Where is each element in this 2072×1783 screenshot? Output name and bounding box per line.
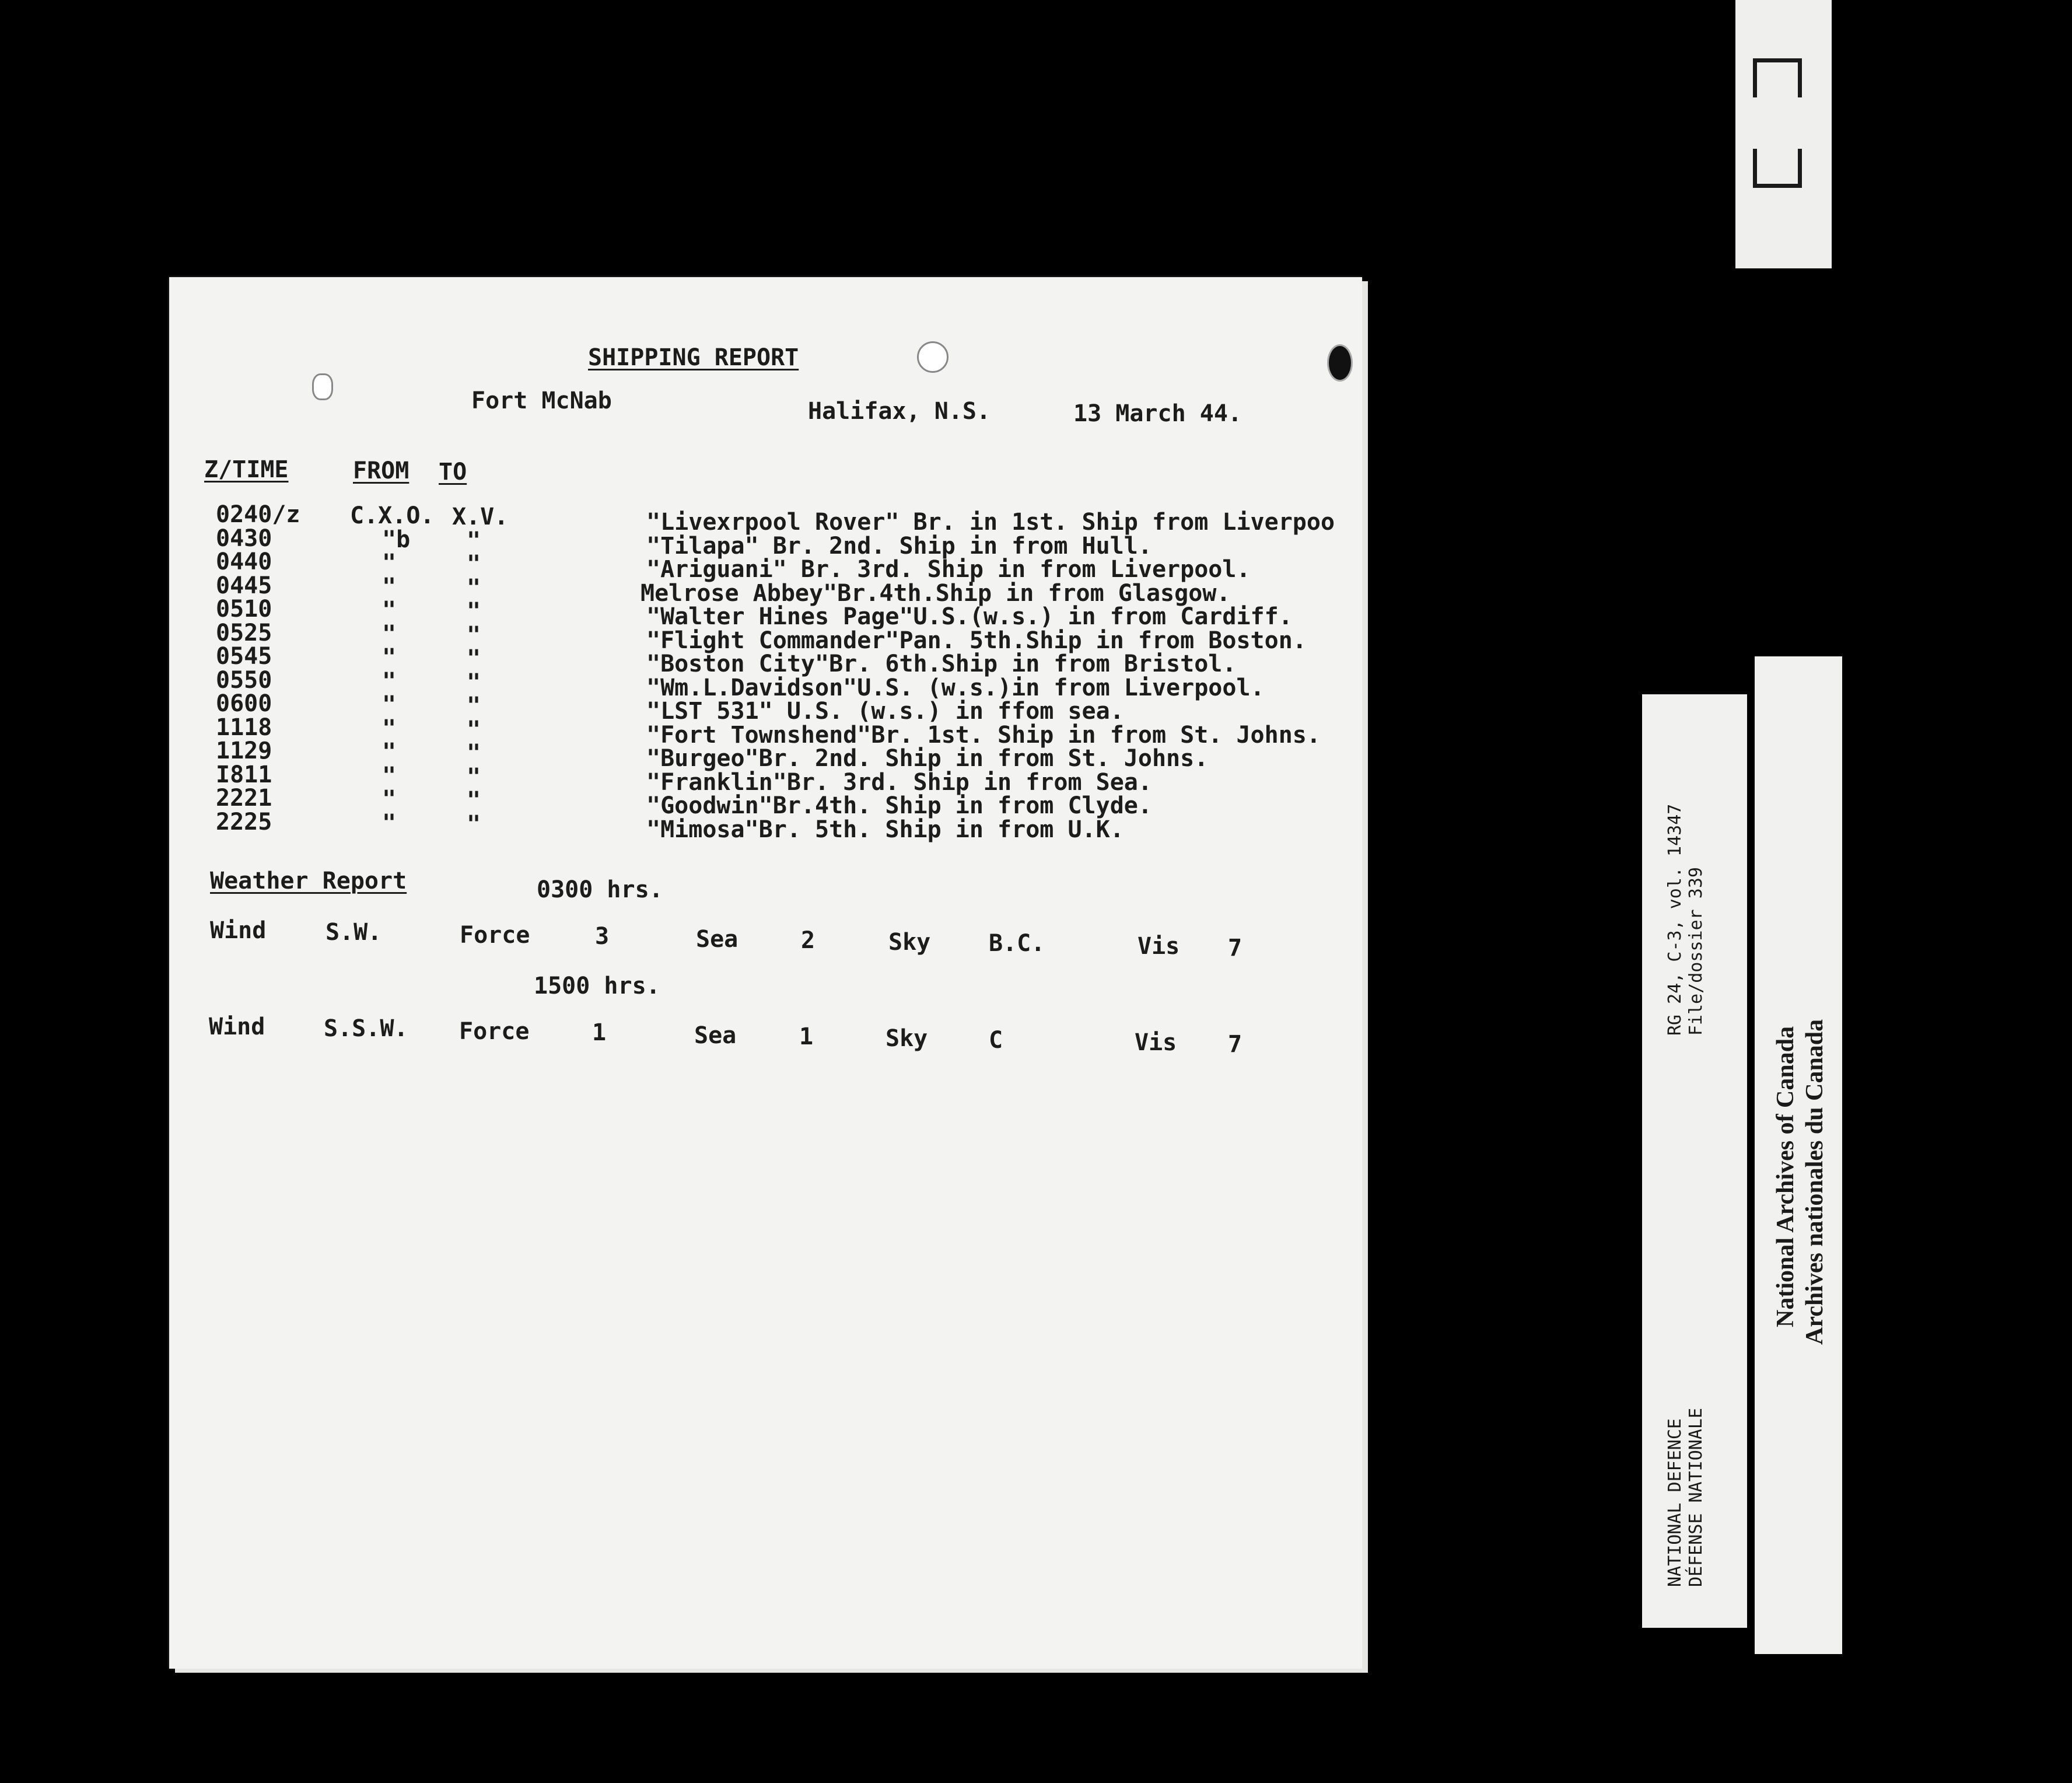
row-time: 1118 <box>216 714 272 741</box>
row-time: 0240/z <box>216 501 300 528</box>
row-time: 0510 <box>216 596 272 623</box>
weather-force-label: Force <box>460 922 530 949</box>
report-location: Fort McNab <box>471 387 612 414</box>
weather-wind: S.W. <box>326 919 382 946</box>
row-to: " <box>467 787 481 814</box>
row-from: "b <box>382 526 411 553</box>
header-from: FROM <box>353 457 410 484</box>
row-entry: "Flight Commander"Pan. 5th.Ship in from Boston. <box>646 627 1307 654</box>
row-entry: "Walter Hines Page"U.S.(w.s.) in from Cardiff. <box>646 603 1293 631</box>
row-time: 0550 <box>216 666 272 694</box>
row-to: " <box>467 763 481 791</box>
row-entry: "Burgeo"Br. 2nd. Ship in from St. Johns. <box>646 745 1209 772</box>
row-to: " <box>467 645 481 672</box>
row-to: " <box>467 621 481 649</box>
weather-vis-label: Vis <box>1135 1029 1177 1056</box>
row-to: " <box>467 740 481 767</box>
archive-reference-line2: File/dossier 339 <box>1686 867 1706 1036</box>
punch-hole <box>1327 344 1353 382</box>
row-to: X.V. <box>452 504 509 530</box>
weather-vis: 7 <box>1228 935 1242 962</box>
row-time: 2221 <box>216 785 272 812</box>
weather-sky: B.C. <box>989 930 1045 957</box>
row-from: " <box>382 550 397 576</box>
archive-dept-line2: DÉFENSE NATIONALE <box>1686 1407 1706 1587</box>
row-to: " <box>467 598 481 625</box>
weather-hours: 1500 hrs. <box>534 973 660 999</box>
row-entry: "Mimosa"Br. 5th. Ship in from U.K. <box>646 816 1124 843</box>
row-from: " <box>382 786 397 813</box>
row-from: " <box>382 739 397 765</box>
row-entry: "LST 531" U.S. (w.s.) in ffom sea. <box>646 698 1124 725</box>
row-from: " <box>382 644 397 671</box>
row-entry: "Wm.L.Davidson"U.S. (w.s.)in from Liverpool. <box>646 674 1265 701</box>
weather-sky: C <box>989 1027 1003 1054</box>
row-entry: "Fort Townshend"Br. 1st. Ship in from St. Johns. <box>646 721 1321 749</box>
film-frame-marker <box>1735 0 1832 268</box>
row-from: " <box>382 809 397 837</box>
archive-reference-line1: RG 24, C-3, vol. 14347 <box>1665 803 1685 1036</box>
row-time: 0545 <box>216 643 272 670</box>
row-time: 0600 <box>216 690 272 717</box>
row-entry: "Boston City"Br. 6th.Ship in from Bristol. <box>646 651 1237 678</box>
punch-hole <box>917 341 949 373</box>
header-to: TO <box>439 459 467 485</box>
header-time: Z/TIME <box>204 456 289 483</box>
shipping-report-page <box>169 277 1362 1669</box>
row-from: " <box>382 667 397 695</box>
row-from: " <box>382 573 397 600</box>
frame-bracket-top <box>1753 58 1802 97</box>
row-from: " <box>382 620 397 648</box>
row-from: " <box>382 762 397 789</box>
frame-bracket-bottom <box>1753 149 1802 188</box>
row-entry: Melrose Abbey"Br.4th.Ship in from Glasgow. <box>640 579 1231 607</box>
row-from: " <box>382 691 397 718</box>
row-from: C.X.O. <box>350 502 435 529</box>
weather-sea: 2 <box>801 927 816 954</box>
weather-wind: S.S.W. <box>324 1015 408 1042</box>
archive-reference-label <box>1642 694 1747 1628</box>
row-from: " <box>382 597 397 624</box>
row-time: 0440 <box>216 548 272 575</box>
weather-force-label: Force <box>459 1018 530 1045</box>
weather-vis-label: Vis <box>1138 933 1180 960</box>
row-entry: "Goodwin"Br.4th. Ship in from Clyde. <box>646 792 1152 820</box>
row-time: 2225 <box>216 808 272 835</box>
weather-force: 3 <box>595 923 610 950</box>
archives-name-en: National Archives of Canada <box>1772 1026 1799 1327</box>
weather-sea-label: Sea <box>694 1022 737 1049</box>
report-city: Halifax, N.S. <box>808 398 991 425</box>
weather-sky-label: Sky <box>886 1025 928 1052</box>
weather-force: 1 <box>592 1019 607 1046</box>
row-to: " <box>467 551 481 578</box>
row-time: 0525 <box>216 619 272 646</box>
punch-hole <box>312 373 333 400</box>
weather-hours: 0300 hrs. <box>537 876 663 903</box>
report-date: 13 March 44. <box>1073 400 1242 427</box>
row-time: 1129 <box>216 737 272 764</box>
row-to: " <box>467 574 481 602</box>
row-time: I811 <box>216 761 272 788</box>
weather-vis: 7 <box>1228 1031 1242 1058</box>
row-entry: "Tilapa" Br. 2nd. Ship in from Hull. <box>646 532 1152 560</box>
row-entry: "Ariguani" Br. 3rd. Ship in from Liverpool. <box>646 556 1251 583</box>
archives-name-fr: Archives nationales du Canada <box>1801 1019 1828 1345</box>
weather-heading: Weather Report <box>210 868 407 894</box>
row-to: " <box>467 716 481 743</box>
archive-dept-line1: NATIONAL DEFENCE <box>1665 1418 1685 1587</box>
row-time: 0430 <box>216 525 272 552</box>
row-from: " <box>382 715 397 742</box>
weather-wind-label: Wind <box>210 917 267 944</box>
row-time: 0445 <box>216 572 272 599</box>
weather-sea-label: Sea <box>696 926 738 953</box>
row-to: " <box>467 693 481 719</box>
row-entry: "Livexrpool Rover" Br. in 1st. Ship from Liverpoo <box>646 509 1335 536</box>
weather-sea: 1 <box>799 1023 814 1050</box>
row-entry: "Franklin"Br. 3rd. Ship in from Sea. <box>646 768 1152 796</box>
archives-canada-label <box>1755 656 1842 1654</box>
weather-wind-label: Wind <box>209 1013 265 1040</box>
weather-sky-label: Sky <box>888 929 931 956</box>
row-to: " <box>467 527 481 554</box>
row-to: " <box>467 669 481 696</box>
report-title: SHIPPING REPORT <box>588 344 799 371</box>
row-to: " <box>467 810 481 838</box>
